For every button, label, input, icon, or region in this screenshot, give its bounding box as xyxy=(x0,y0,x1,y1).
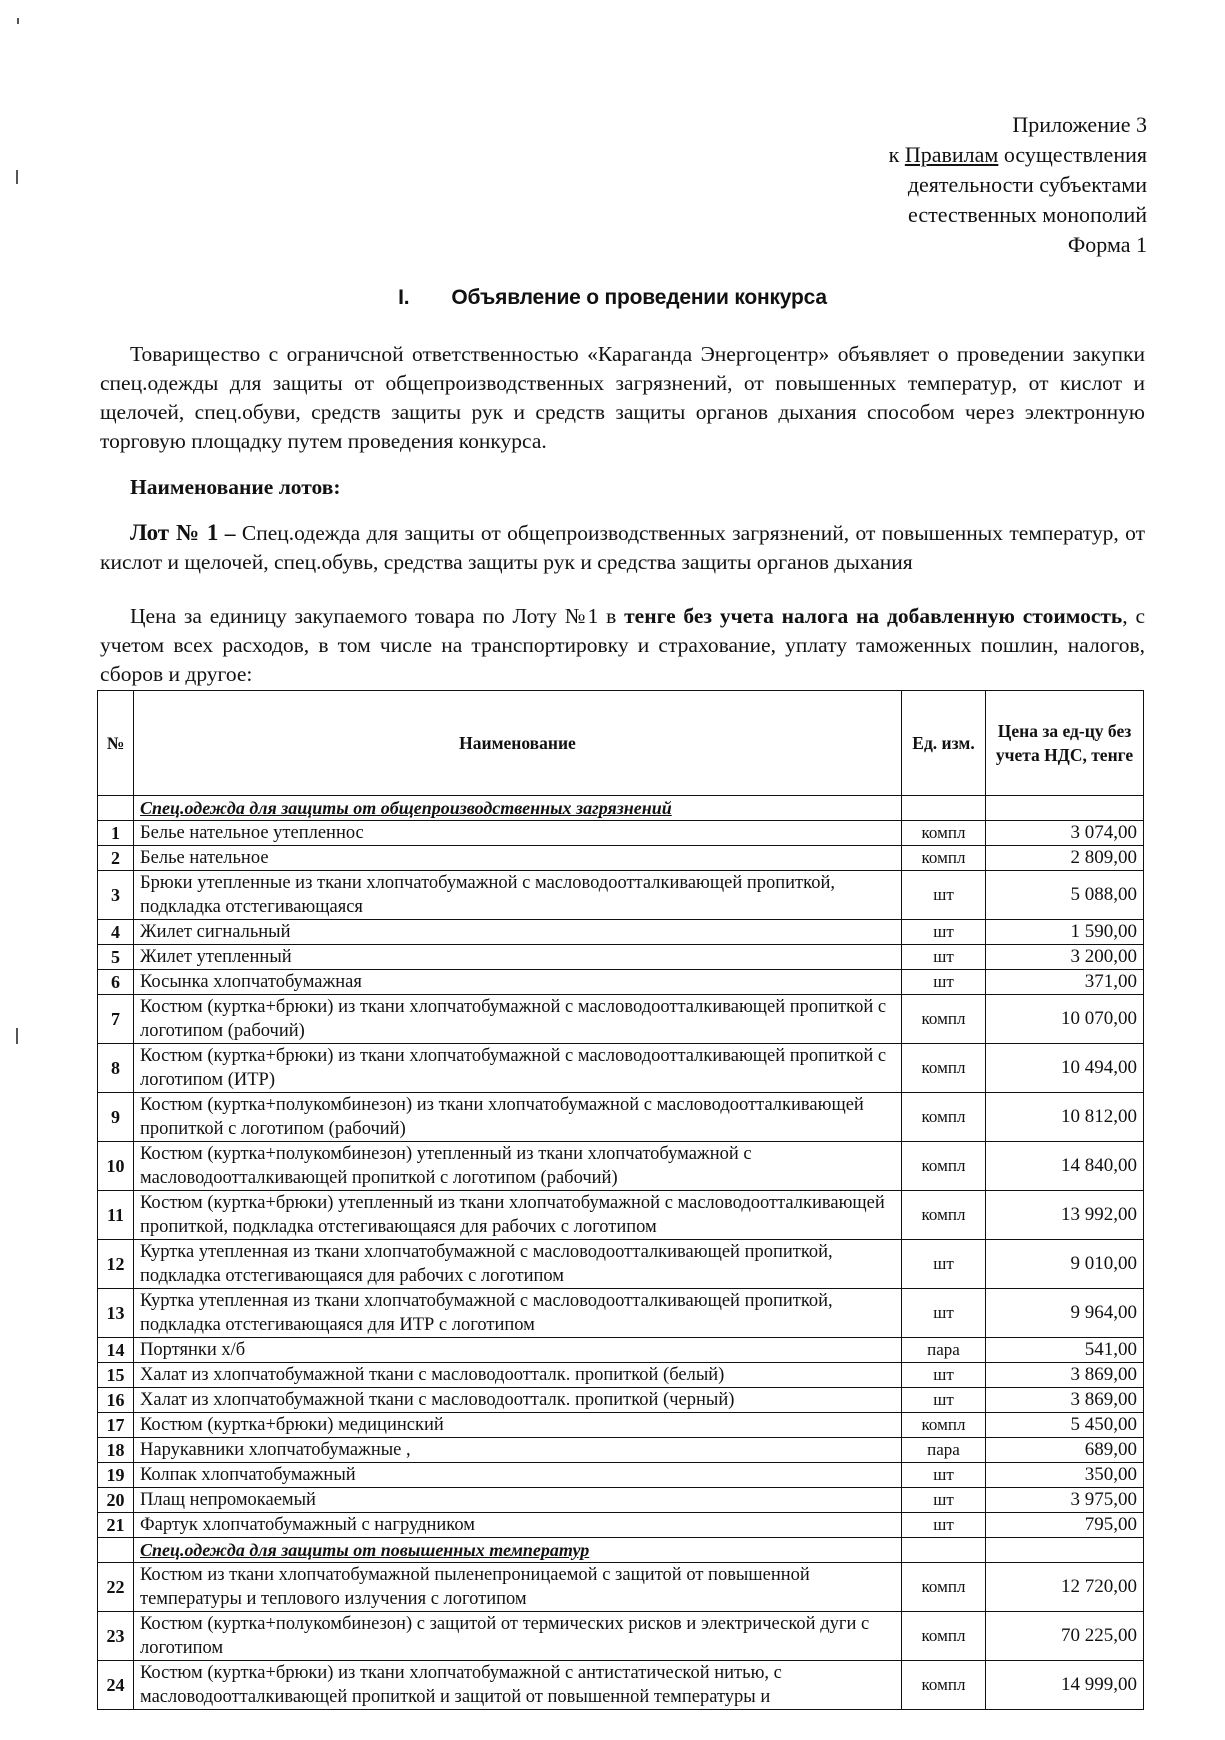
scan-margin-mark xyxy=(16,170,18,184)
item-name: Портянки х/б xyxy=(134,1338,902,1363)
table-row xyxy=(98,1388,1144,1413)
category-unit-cell xyxy=(902,796,986,821)
item-price: 5 450,00 xyxy=(986,1413,1144,1438)
item-number: 24 xyxy=(98,1661,134,1710)
appendix-suffix: осуществления xyxy=(998,142,1147,167)
item-price: 3 200,00 xyxy=(986,945,1144,970)
item-number: 7 xyxy=(98,995,134,1044)
item-price: 3 869,00 xyxy=(986,1363,1144,1388)
category-row xyxy=(98,796,1144,821)
table-row xyxy=(98,1413,1144,1438)
table-row xyxy=(98,1563,1144,1612)
item-price: 10 812,00 xyxy=(986,1093,1144,1142)
item-price: 13 992,00 xyxy=(986,1191,1144,1240)
lot-1-label: Лот № 1 xyxy=(130,520,219,545)
item-price: 14 999,00 xyxy=(986,1661,1144,1710)
item-name: Костюм (куртка+брюки) из ткани хлопчатобумажной с масловодоотталкивающей пропиткой с логотипом (ИТР) xyxy=(134,1044,902,1093)
item-name: Халат из хлопчатобумажной ткани с масловодоотталк. пропиткой (черный) xyxy=(134,1388,902,1413)
item-price: 3 074,00 xyxy=(986,821,1144,846)
form-number: Форма 1 xyxy=(1067,232,1147,257)
item-number: 13 xyxy=(98,1289,134,1338)
lots-heading xyxy=(100,473,1145,502)
item-unit: шт xyxy=(902,1463,986,1488)
item-unit: компл xyxy=(902,821,986,846)
item-number: 16 xyxy=(98,1388,134,1413)
table-row xyxy=(98,1093,1144,1142)
item-name: Нарукавники хлопчатобумажные , xyxy=(134,1438,902,1463)
category-name: Спец.одежда для защиты от повышенных температур xyxy=(134,1538,902,1563)
item-price: 3 975,00 xyxy=(986,1488,1144,1513)
item-name: Халат из хлопчатобумажной ткани с масловодоотталк. пропиткой (белый) xyxy=(134,1363,902,1388)
header-number: № xyxy=(98,691,134,796)
item-unit: шт xyxy=(902,1240,986,1289)
item-number: 4 xyxy=(98,920,134,945)
lot-1-dash: – xyxy=(218,521,242,545)
item-price: 1 590,00 xyxy=(986,920,1144,945)
item-unit: компл xyxy=(902,1191,986,1240)
item-unit: компл xyxy=(902,995,986,1044)
item-number: 11 xyxy=(98,1191,134,1240)
table-row xyxy=(98,1289,1144,1338)
item-number: 5 xyxy=(98,945,134,970)
table-row xyxy=(98,995,1144,1044)
table-row xyxy=(98,1142,1144,1191)
item-price: 350,00 xyxy=(986,1463,1144,1488)
item-price: 2 809,00 xyxy=(986,846,1144,871)
table-row xyxy=(98,1363,1144,1388)
item-number: 12 xyxy=(98,1240,134,1289)
item-name: Костюм (куртка+брюки) из ткани хлопчатобумажной с масловодоотталкивающей пропиткой с логотипом (рабочий) xyxy=(134,995,902,1044)
item-number: 3 xyxy=(98,871,134,920)
appendix-line: деятельности субъектами xyxy=(907,172,1147,197)
item-unit: компл xyxy=(902,1612,986,1661)
category-row xyxy=(98,1538,1144,1563)
category-number-cell xyxy=(98,1538,134,1563)
price-note-bold: тенге без учета налога на добавленную стоимость xyxy=(624,604,1123,628)
scan-margin-mark xyxy=(17,18,19,24)
item-name: Жилет утепленный xyxy=(134,945,902,970)
item-name: Косынка хлопчатобумажная xyxy=(134,970,902,995)
table-header-row xyxy=(98,691,1144,796)
table-row xyxy=(98,1338,1144,1363)
item-number: 15 xyxy=(98,1363,134,1388)
item-number: 21 xyxy=(98,1513,134,1538)
table-row xyxy=(98,920,1144,945)
item-price: 12 720,00 xyxy=(986,1563,1144,1612)
item-price: 795,00 xyxy=(986,1513,1144,1538)
table-row xyxy=(98,821,1144,846)
table-row xyxy=(98,970,1144,995)
item-price: 10 070,00 xyxy=(986,995,1144,1044)
item-name: Костюм (куртка+полукомбинезон) с защитой от термических рисков и электрической дуги с логотипом xyxy=(134,1612,902,1661)
header-unit: Ед. изм. xyxy=(902,691,986,796)
category-unit-cell xyxy=(902,1538,986,1563)
item-name: Костюм (куртка+полукомбинезон) из ткани хлопчатобумажной с масловодоотталкивающей пропиткой с логотипом (рабочий) xyxy=(134,1093,902,1142)
appendix-line xyxy=(889,140,1147,170)
table-body xyxy=(98,796,1144,1710)
item-name: Белье нательное xyxy=(134,846,902,871)
category-name: Спец.одежда для защиты от общепроизводственных загрязнений xyxy=(134,796,902,821)
lot-1-description xyxy=(100,518,1145,577)
scan-margin-mark xyxy=(16,1028,18,1044)
item-price: 9 010,00 xyxy=(986,1240,1144,1289)
item-name: Костюм (куртка+брюки) из ткани хлопчатобумажной с антистатической нитью, с масловодоотталкивающей пропиткой и защитой от повышенной температуры и xyxy=(134,1661,902,1710)
item-name: Куртка утепленная из ткани хлопчатобумажной с масловодоотталкивающей пропиткой, подкладка отстегивающаяся для рабочих с логотипом xyxy=(134,1240,902,1289)
price-note xyxy=(100,602,1145,689)
item-name: Костюм (куртка+брюки) утепленный из ткани хлопчатобумажной с масловодоотталкивающей пропиткой, подкладка отстегивающаяся для рабочих с логотипом xyxy=(134,1191,902,1240)
intro-paragraph xyxy=(100,340,1145,456)
item-unit: шт xyxy=(902,1289,986,1338)
item-unit: компл xyxy=(902,1044,986,1093)
table-row xyxy=(98,1661,1144,1710)
item-number: 20 xyxy=(98,1488,134,1513)
table-row xyxy=(98,871,1144,920)
lot-items-table xyxy=(97,690,1144,1710)
header-price: Цена за ед-цу без учета НДС, тенге xyxy=(986,691,1144,796)
item-unit: компл xyxy=(902,1142,986,1191)
item-number: 1 xyxy=(98,821,134,846)
price-note-part1: Цена за единицу закупаемого товара по Лоту №1 в xyxy=(130,604,625,628)
item-number: 18 xyxy=(98,1438,134,1463)
item-unit: пара xyxy=(902,1338,986,1363)
lot-1-text: Спец.одежда для защиты от общепроизводственных загрязнений, от повышенных температур, от кислот и щелочей, спец.обувь, средства защиты рук и средства защиты органов дыхания xyxy=(100,521,1145,574)
item-unit: пара xyxy=(902,1438,986,1463)
item-number: 14 xyxy=(98,1338,134,1363)
item-name: Колпак хлопчатобумажный xyxy=(134,1463,902,1488)
item-unit: шт xyxy=(902,1388,986,1413)
item-unit: шт xyxy=(902,1363,986,1388)
item-name: Плащ непромокаемый xyxy=(134,1488,902,1513)
category-price-cell xyxy=(986,796,1144,821)
appendix-header xyxy=(889,110,1147,260)
category-number-cell xyxy=(98,796,134,821)
item-unit: шт xyxy=(902,1488,986,1513)
table-row xyxy=(98,1513,1144,1538)
item-name: Белье нательное утепленнос xyxy=(134,821,902,846)
item-number: 23 xyxy=(98,1612,134,1661)
table-row xyxy=(98,1438,1144,1463)
section-title xyxy=(0,286,1225,310)
appendix-prefix: к xyxy=(888,142,905,167)
item-name: Брюки утепленные из ткани хлопчатобумажной с масловодоотталкивающей пропиткой, подкладка отстегивающаяся xyxy=(134,871,902,920)
item-name: Костюм (куртка+брюки) медицинский xyxy=(134,1413,902,1438)
rules-link[interactable]: Правилам xyxy=(904,142,999,167)
table-row xyxy=(98,1044,1144,1093)
item-unit: шт xyxy=(902,920,986,945)
item-price: 10 494,00 xyxy=(986,1044,1144,1093)
section-number: I. xyxy=(398,286,410,309)
item-number: 17 xyxy=(98,1413,134,1438)
item-unit: шт xyxy=(902,945,986,970)
item-unit: шт xyxy=(902,1513,986,1538)
item-number: 19 xyxy=(98,1463,134,1488)
intro-text: Товарищество с ограничсной ответственностью «Караганда Энергоцентр» объявляет о проведении закупки спец.одежды для защиты от общепроизводственных загрязнений, от повышенных температур, от кислот и щелочей, спец.обуви, средств защиты рук и средств защиты органов дыхания способом через электронную торговую площадку путем проведения конкурса. xyxy=(100,342,1145,453)
item-number: 10 xyxy=(98,1142,134,1191)
item-unit: компл xyxy=(902,1563,986,1612)
table-row xyxy=(98,1191,1144,1240)
item-price: 70 225,00 xyxy=(986,1612,1144,1661)
item-price: 371,00 xyxy=(986,970,1144,995)
item-price: 9 964,00 xyxy=(986,1289,1144,1338)
item-name: Костюм (куртка+полукомбинезон) утепленный из ткани хлопчатобумажной с масловодоотталкивающей пропиткой с логотипом (рабочий) xyxy=(134,1142,902,1191)
item-price: 3 869,00 xyxy=(986,1388,1144,1413)
item-name: Жилет сигнальный xyxy=(134,920,902,945)
table-row xyxy=(98,1488,1144,1513)
table-row xyxy=(98,945,1144,970)
item-name: Фартук хлопчатобумажный с нагрудником xyxy=(134,1513,902,1538)
item-number: 22 xyxy=(98,1563,134,1612)
table-row xyxy=(98,1612,1144,1661)
appendix-line: естественных монополий xyxy=(908,202,1147,227)
item-price: 14 840,00 xyxy=(986,1142,1144,1191)
item-number: 6 xyxy=(98,970,134,995)
table-row xyxy=(98,1240,1144,1289)
price-note-part2: , с учетом всех расходов, в том числе на транспортировку и страхование, уплату таможенных пошлин, налогов, сборов и другое: xyxy=(100,604,1145,686)
item-unit: компл xyxy=(902,1661,986,1710)
table-row xyxy=(98,846,1144,871)
item-name: Костюм из ткани хлопчатобумажной пыленепроницаемой с защитой от повышенной температуры и теплового излучения с логотипом xyxy=(134,1563,902,1612)
item-name: Куртка утепленная из ткани хлопчатобумажной с масловодоотталкивающей пропиткой, подкладка отстегивающаяся для ИТР с логотипом xyxy=(134,1289,902,1338)
category-price-cell xyxy=(986,1538,1144,1563)
item-unit: компл xyxy=(902,846,986,871)
item-price: 5 088,00 xyxy=(986,871,1144,920)
item-unit: шт xyxy=(902,871,986,920)
item-number: 8 xyxy=(98,1044,134,1093)
header-name: Наименование xyxy=(134,691,902,796)
lots-heading-text: Наименование лотов: xyxy=(130,475,341,499)
item-unit: шт xyxy=(902,970,986,995)
table-row xyxy=(98,1463,1144,1488)
section-title-text: Объявление о проведении конкурса xyxy=(451,286,827,309)
item-number: 9 xyxy=(98,1093,134,1142)
item-unit: компл xyxy=(902,1413,986,1438)
item-price: 541,00 xyxy=(986,1338,1144,1363)
item-number: 2 xyxy=(98,846,134,871)
appendix-line: Приложение 3 xyxy=(1012,112,1147,137)
item-unit: компл xyxy=(902,1093,986,1142)
item-price: 689,00 xyxy=(986,1438,1144,1463)
